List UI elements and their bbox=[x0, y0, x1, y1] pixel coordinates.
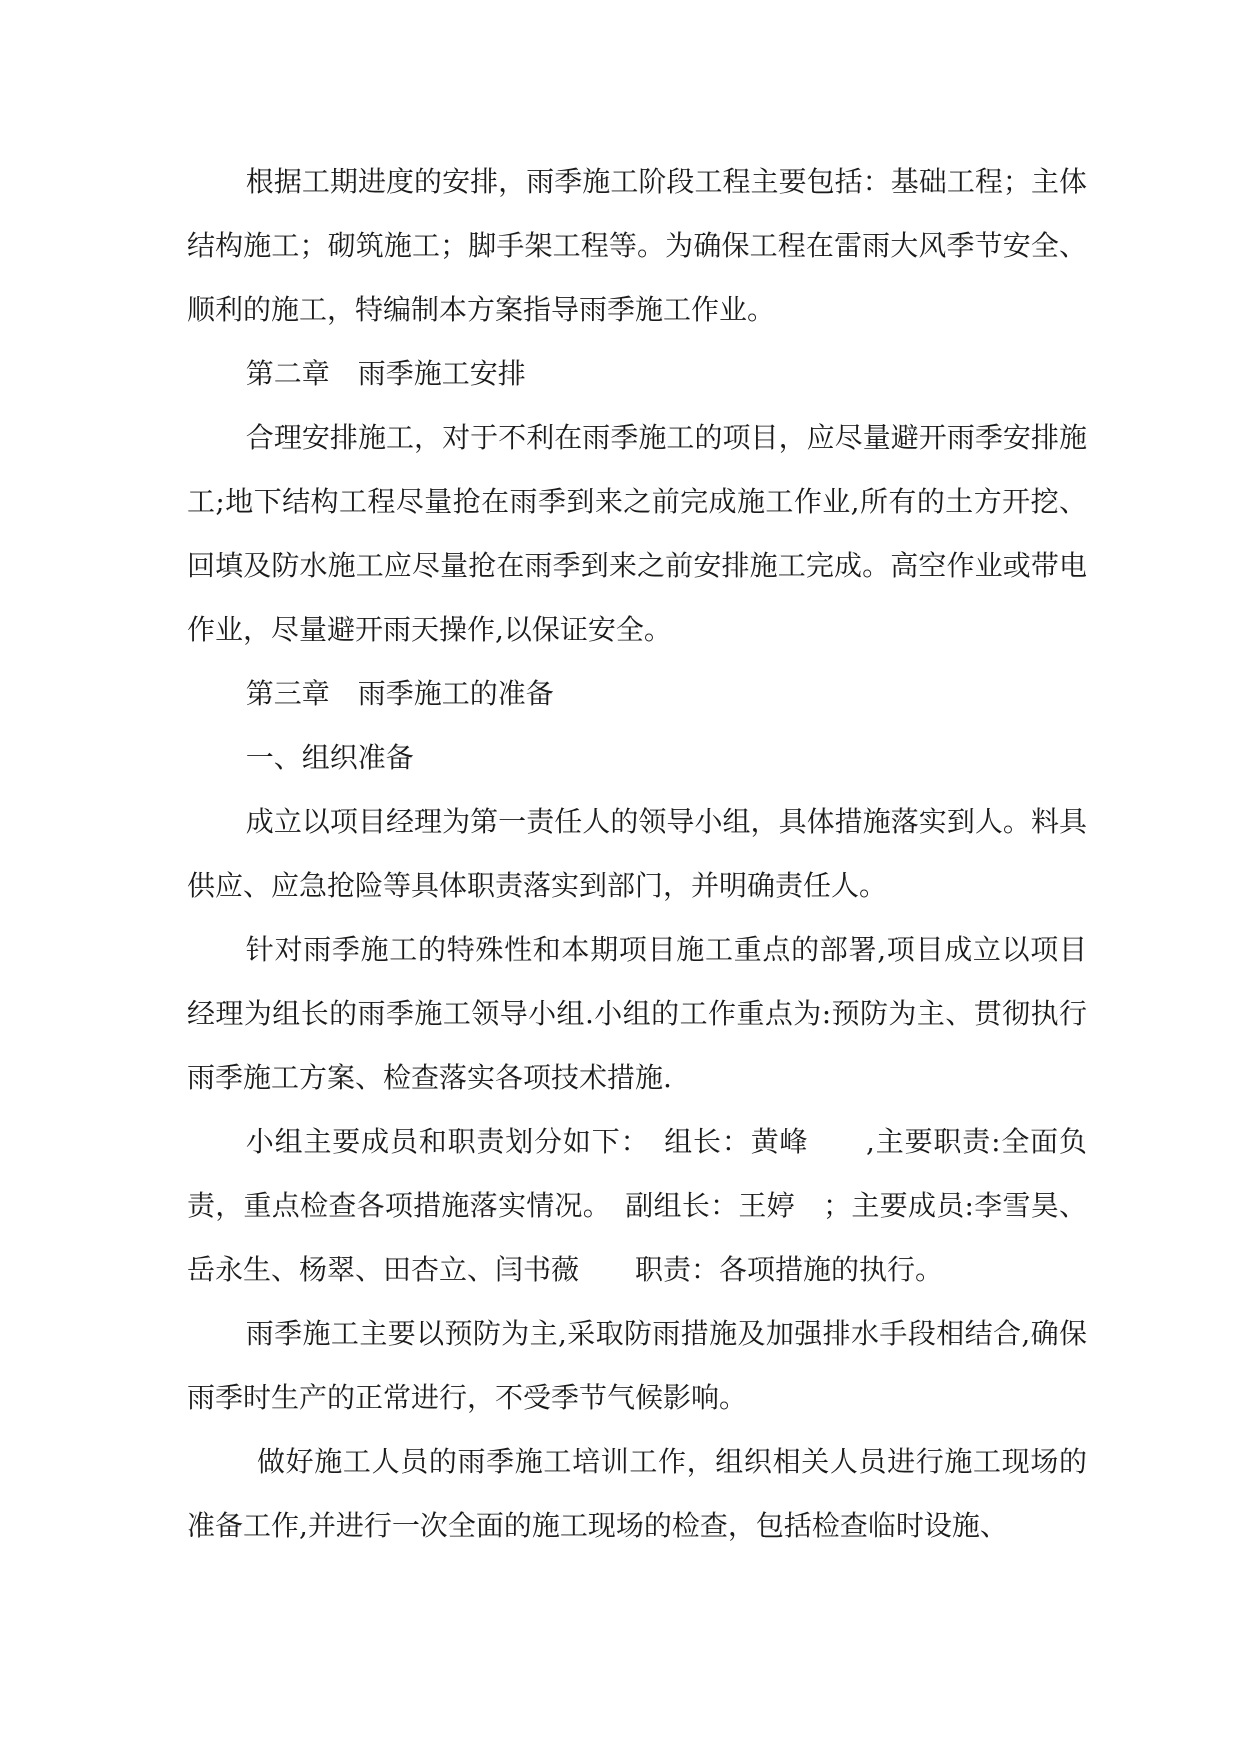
section-organization-heading: 一、组织准备 bbox=[245, 741, 414, 774]
paragraph-group-members: 小组主要成员和职责划分如下： 组长：黄峰 ,主要职责:全面负责，重点检查各项措施落实情况。 副组长：王婷 ；主要成员:李雪昊、岳永生、杨翠、田杏立、闫书薇 职责：各项措施的执行。 bbox=[187, 1125, 1087, 1286]
paragraph-scope-intro: 根据工期进度的安排，雨季施工阶段工程主要包括：基础工程；主体结构施工；砌筑施工；脚手架工程等。为确保工程在雷雨大风季节安全、顺利的施工，特编制本方案指导雨季施工作业。 bbox=[187, 165, 1087, 326]
paragraph-training: 做好施工人员的雨季施工培训工作，组织相关人员进行施工现场的准备工作,并进行一次全面的施工现场的检查，包括检查临时设施、 bbox=[187, 1445, 1087, 1542]
chapter-2-heading: 第二章 雨季施工安排 bbox=[245, 357, 526, 390]
paragraph-leadership-group: 成立以项目经理为第一责任人的领导小组，具体措施落实到人。料具供应、应急抢险等具体职责落实到部门，并明确责任人。 bbox=[187, 805, 1087, 902]
chapter-3-heading: 第三章 雨季施工的准备 bbox=[245, 677, 554, 710]
paragraph-scheduling: 合理安排施工，对于不利在雨季施工的项目，应尽量避开雨季安排施工;地下结构工程尽量抢在雨季到来之前完成施工作业,所有的土方开挖、回填及防水施工应尽量抢在雨季到来之前安排施工完成。高空作业或带电作业，尽量避开雨天操作,以保证安全。 bbox=[187, 421, 1087, 646]
paragraph-group-focus: 针对雨季施工的特殊性和本期项目施工重点的部署,项目成立以项目经理为组长的雨季施工领导小组.小组的工作重点为:预防为主、贯彻执行雨季施工方案、检查落实各项技术措施. bbox=[187, 933, 1087, 1094]
document-body bbox=[187, 150, 1087, 1558]
paragraph-prevention: 雨季施工主要以预防为主,采取防雨措施及加强排水手段相结合,确保雨季时生产的正常进行，不受季节气候影响。 bbox=[187, 1317, 1087, 1414]
